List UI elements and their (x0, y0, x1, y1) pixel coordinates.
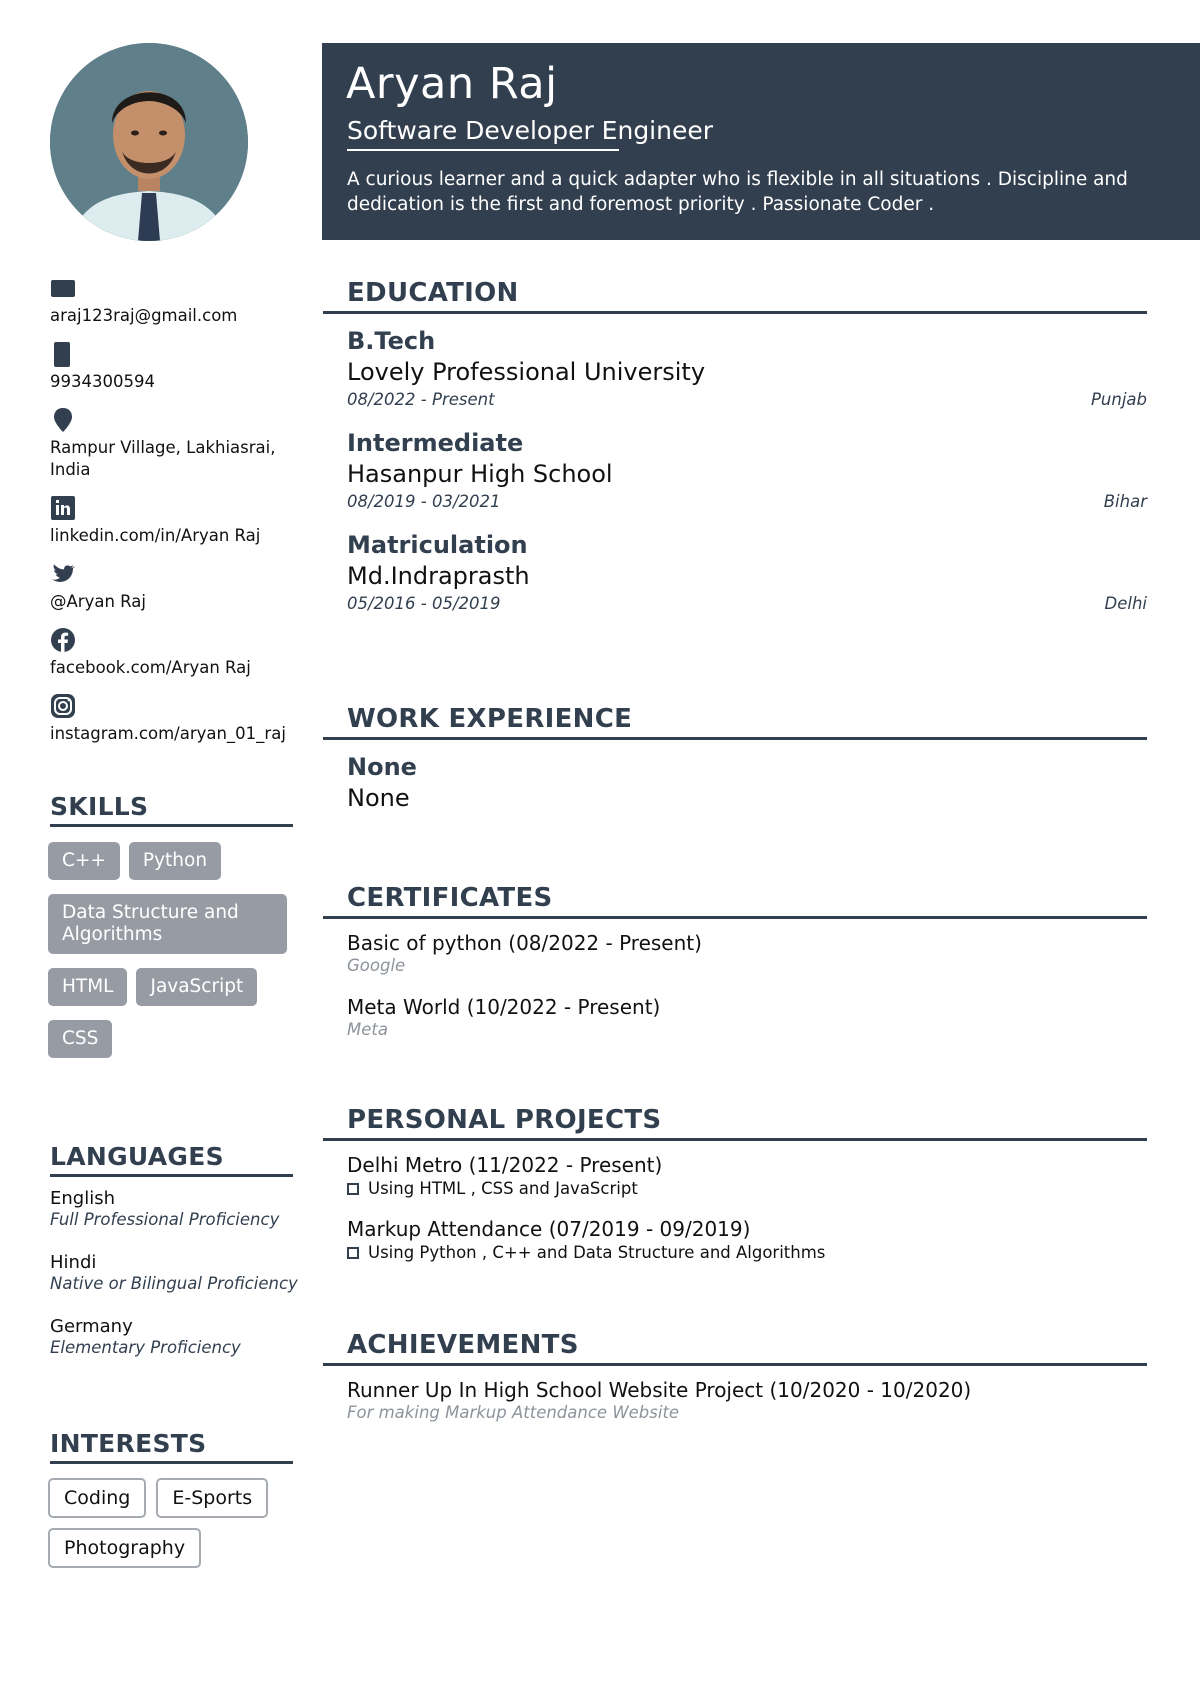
work-experience-heading: WORK EXPERIENCE (323, 704, 1147, 740)
contact-phone-text[interactable]: 9934300594 (50, 372, 155, 391)
bullet-square-icon (347, 1183, 359, 1195)
certificates-heading: CERTIFICATES (323, 883, 1147, 919)
profile-photo (50, 43, 248, 241)
education-degree: Intermediate (347, 429, 524, 457)
linkedin-icon (50, 495, 76, 521)
certificate-issuer: Google (347, 956, 406, 975)
contact-instagram-text[interactable]: instagram.com/aryan_01_raj (50, 724, 286, 743)
skill-tag: Data Structure and Algorithms (48, 894, 287, 954)
certificates-list (347, 930, 1147, 1058)
language-item (50, 1316, 300, 1358)
contact-phone (50, 341, 300, 393)
project-detail-text: Using HTML , CSS and JavaScript (368, 1179, 638, 1198)
interest-tag: Photography (48, 1528, 201, 1568)
contact-address (50, 407, 300, 481)
skills-heading: SKILLS (50, 792, 293, 827)
education-dates: 08/2022 - Present (347, 390, 495, 409)
achievement-item (347, 1377, 1147, 1423)
education-item (347, 428, 1147, 514)
skills-list (48, 842, 298, 1072)
contact-instagram (50, 693, 300, 745)
education-item (347, 326, 1147, 412)
achievement-detail: For making Markup Attendance Website (347, 1403, 680, 1422)
location-icon (50, 407, 76, 433)
education-school: Hasanpur High School (347, 460, 613, 488)
candidate-title: Software Developer Engineer (347, 116, 714, 145)
projects-heading: PERSONAL PROJECTS (323, 1105, 1147, 1141)
language-item (50, 1188, 300, 1230)
projects-list (347, 1152, 1147, 1280)
interests-heading: INTERESTS (50, 1429, 293, 1464)
facebook-icon (50, 627, 76, 653)
achievement-title: Runner Up In High School Website Project (10/2020 - 10/2020) (347, 1378, 972, 1402)
twitter-icon (50, 561, 76, 587)
certificate-title: Basic of python (08/2022 - Present) (347, 931, 702, 955)
project-title: Delhi Metro (11/2022 - Present) (347, 1153, 663, 1177)
languages-heading: LANGUAGES (50, 1142, 293, 1177)
education-heading: EDUCATION (323, 278, 1147, 314)
education-school: Lovely Professional University (347, 358, 706, 386)
interests-list (48, 1478, 303, 1578)
project-item (347, 1152, 1147, 1200)
project-title: Markup Attendance (07/2019 - 09/2019) (347, 1217, 751, 1241)
header-band (322, 43, 1200, 240)
contact-facebook-text[interactable]: facebook.com/Aryan Raj (50, 658, 251, 677)
education-dates: 08/2019 - 03/2021 (347, 492, 501, 511)
education-degree: Matriculation (347, 531, 528, 559)
candidate-name: Aryan Raj (346, 59, 558, 109)
contact-twitter (50, 561, 300, 613)
phone-icon (50, 341, 76, 367)
work-role: None (347, 753, 417, 781)
contact-twitter-text[interactable]: @Aryan Raj (50, 592, 146, 611)
education-location: Bihar (1103, 492, 1147, 511)
certificate-item (347, 930, 1147, 976)
language-name: Hindi (50, 1252, 97, 1273)
languages-list (50, 1188, 300, 1380)
language-name: Germany (50, 1316, 133, 1337)
contact-address-text: Rampur Village, Lakhiasrai, India (50, 438, 276, 479)
skill-tag: Python (129, 842, 221, 880)
title-underline (347, 149, 619, 151)
education-location: Punjab (1090, 390, 1147, 409)
profile-photo-illustration (50, 43, 248, 241)
instagram-icon (50, 693, 76, 719)
certificate-title: Meta World (10/2022 - Present) (347, 995, 661, 1019)
achievements-list (347, 1377, 1147, 1441)
project-detail-text: Using Python , C++ and Data Structure and Algorithms (368, 1243, 826, 1262)
language-level: Elementary Proficiency (50, 1338, 241, 1357)
language-item (50, 1252, 300, 1294)
contact-email-text[interactable]: araj123raj@gmail.com (50, 306, 238, 325)
work-item (347, 752, 1147, 814)
interest-tag: Coding (48, 1478, 146, 1518)
contact-list (50, 275, 300, 759)
education-dates: 05/2016 - 05/2019 (347, 594, 501, 613)
language-level: Native or Bilingual Proficiency (50, 1274, 298, 1293)
language-level: Full Professional Proficiency (50, 1210, 280, 1229)
contact-linkedin-text[interactable]: linkedin.com/in/Aryan Raj (50, 526, 261, 545)
project-detail (347, 1178, 1147, 1200)
achievements-heading: ACHIEVEMENTS (323, 1330, 1147, 1366)
education-school: Md.Indraprasth (347, 562, 530, 590)
contact-linkedin (50, 495, 300, 547)
contact-email (50, 275, 300, 327)
certificate-issuer: Meta (347, 1020, 388, 1039)
project-item (347, 1216, 1147, 1264)
email-icon (50, 275, 76, 301)
education-list (347, 326, 1147, 632)
work-company: None (347, 784, 410, 812)
project-detail (347, 1242, 1147, 1264)
education-item (347, 530, 1147, 616)
education-degree: B.Tech (347, 327, 436, 355)
certificate-item (347, 994, 1147, 1040)
skill-tag: HTML (48, 968, 127, 1006)
interest-tag: E-Sports (156, 1478, 268, 1518)
skill-tag: JavaScript (136, 968, 257, 1006)
contact-facebook (50, 627, 300, 679)
bullet-square-icon (347, 1247, 359, 1259)
language-name: English (50, 1188, 115, 1209)
skill-tag: C++ (48, 842, 120, 880)
skill-tag: CSS (48, 1020, 112, 1058)
education-location: Delhi (1104, 594, 1147, 613)
candidate-summary: A curious learner and a quick adapter who is flexible in all situations . Discipline and dedication is the first and foremost priority . Passionate Coder . (347, 169, 1128, 215)
